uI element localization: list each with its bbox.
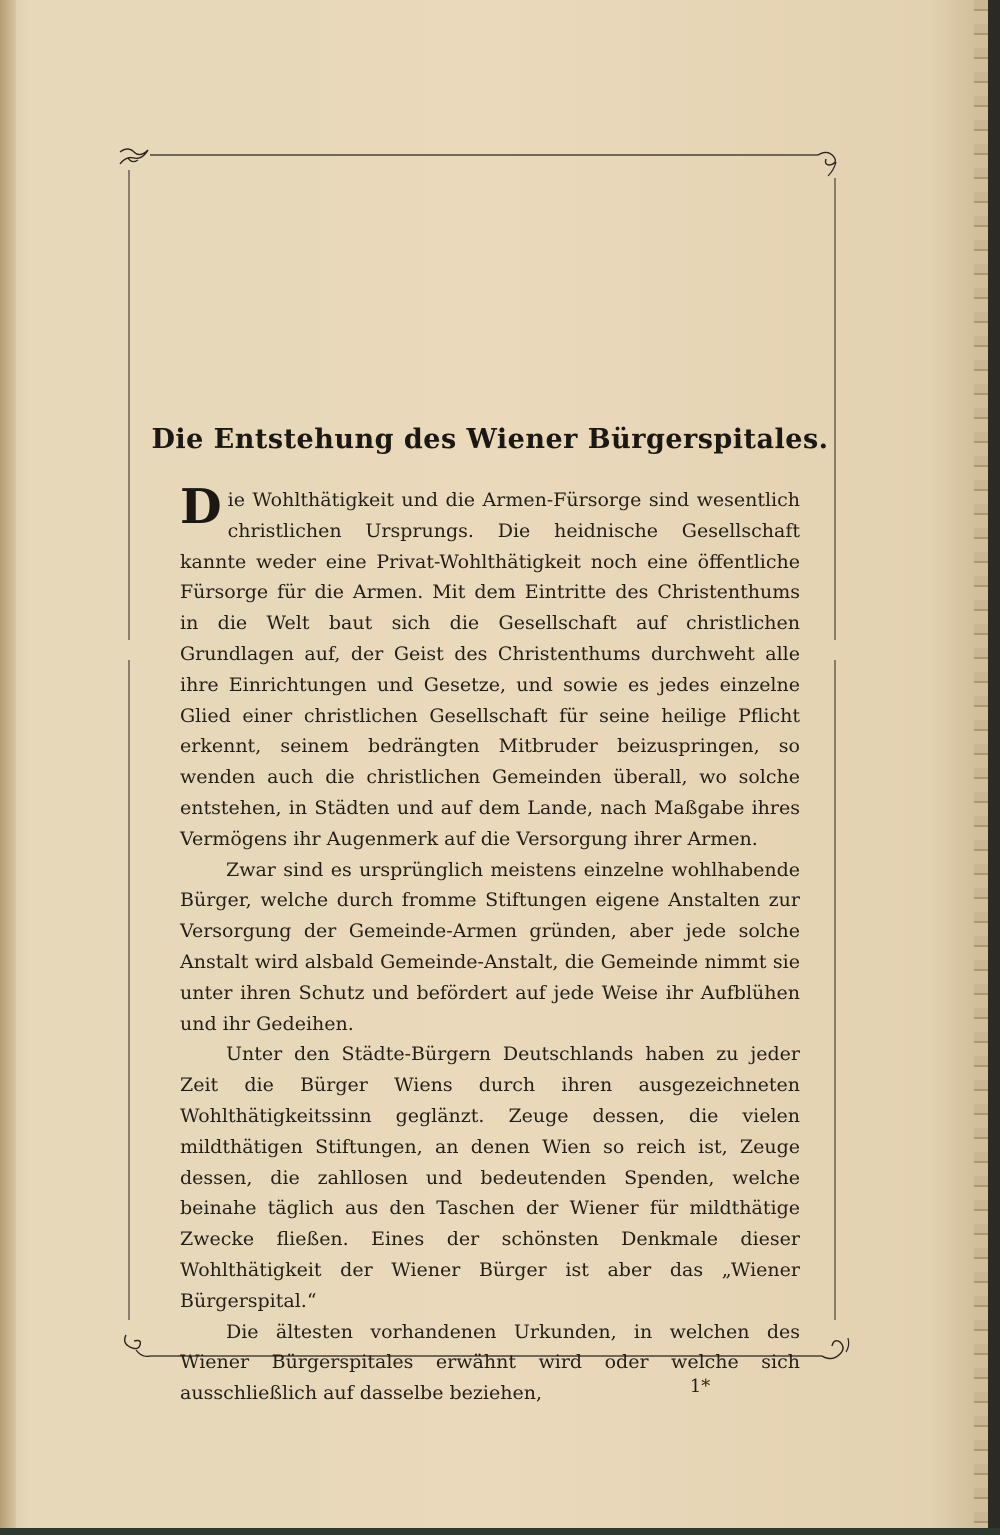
paragraph: Die ältesten vorhandenen Urkunden, in welchen des Wiener Bürgerspitales erwähnt wird oder welche sich ausschließlich auf dasselbe beziehen, [180, 1320, 800, 1405]
paragraph [180, 479, 800, 855]
book-cover-edge [0, 1528, 1000, 1535]
body-text [180, 479, 800, 1409]
paragraph-text: ie Wohlthätigkeit und die Armen-Fürsorge sind wesentlich christlichen Ursprungs. Die heidnische Gesellschaft kannte weder eine Privat-Wohlthätigkeit noch eine öffentliche Fürsorge für die Armen. Mit dem Eintritte des Christenthums in die Welt baut sich die Gesellschaft auf christlichen Grundlagen auf, der Geist des Christenthums durchweht alle ihre Einrichtungen und Gesetze, und sowie es jedes einzelne Glied einer christlichen Gesellschaft für seine heilige Pflicht erkennt, seinem bedrängten Mitbruder beizuspringen, so wenden auch die christlichen Gemeinden überall, wo solche entstehen, in Städten und auf dem Lande, nach Maßgabe ihres Vermögens ihr Augenmerk auf die Versorgung ihrer Armen. [180, 489, 800, 850]
drop-cap: D [180, 479, 222, 535]
paragraph: Unter den Städte-Bürgern Deutschlands haben zu jeder Zeit die Bürger Wiens durch ihren ausgezeichneten Wohlthätigkeitssinn geglänzt. Zeuge dessen, die vielen mildthätigen Stiftungen, an denen Wien so reich ist, Zeuge dessen, die zahllosen und bedeutenden Spenden, welche beinahe täglich aus den Taschen der Wiener für mildthätige Zwecke fließen. Eines der schönsten Denkmale dieser Wohlthätigkeit der Wiener Bürger ist aber das „Wiener Bürgerspital.“ [180, 1043, 800, 1312]
chapter-title: Die Entstehung des Wiener Bürgerspitales. [151, 424, 829, 455]
page-number: 1* [689, 1376, 711, 1397]
paragraph: Zwar sind es ursprünglich meistens einzelne wohlhabende Bürger, welche durch fromme Stiftungen eigene Anstalten zur Versorgung der Gemeinde-Armen gründen, aber jede solche Anstalt wird alsbald Gemeinde-Anstalt, die Gemeinde nimmt sie unter ihren Schutz und befördert auf jede Weise ihr Aufblühen und ihr Gedeihen. [180, 858, 800, 1035]
